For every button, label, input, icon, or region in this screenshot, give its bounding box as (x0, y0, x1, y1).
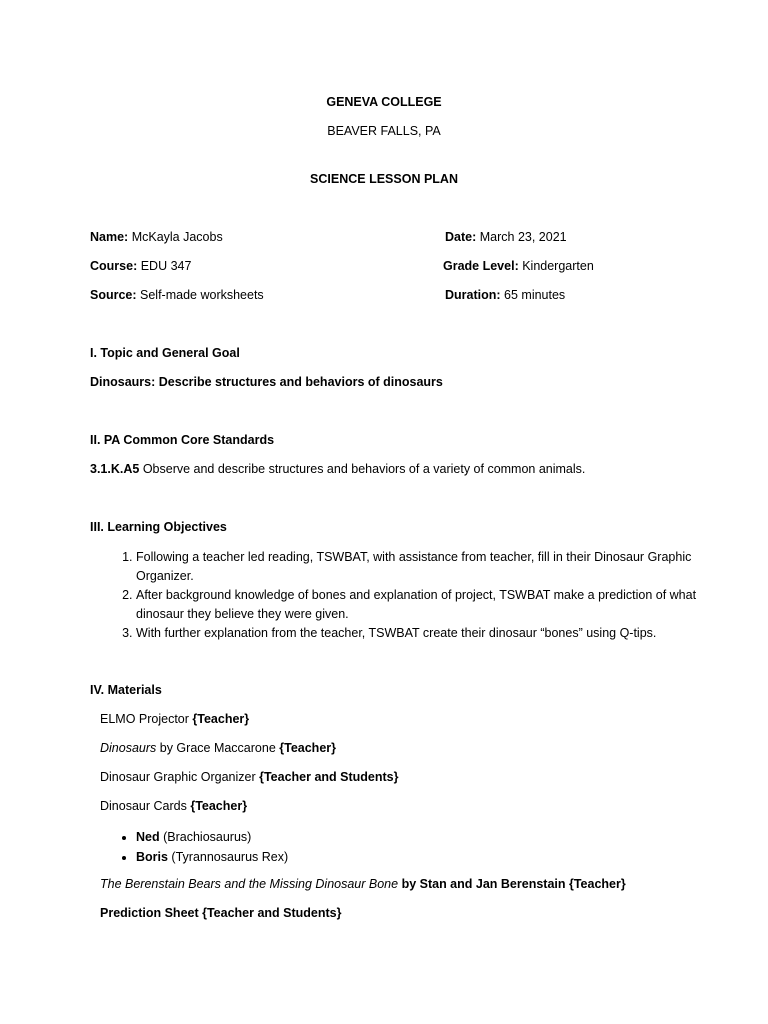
dinosaurs-book-tag: {Teacher} (279, 741, 336, 755)
material-prediction-sheet (100, 906, 342, 920)
dinosaur-card-item (136, 827, 288, 847)
material-berenstain-book (100, 877, 626, 891)
college-name: GENEVA COLLEGE (326, 95, 442, 109)
material-elmo-tag: {Teacher} (192, 712, 250, 726)
material-dinosaur-cards (100, 799, 247, 813)
course-field (90, 259, 191, 273)
organizer-tag: {Teacher and Students} (259, 770, 399, 784)
duration-field (445, 288, 565, 302)
objective-item: 1. Following a teacher led reading, TSWBAT, with assistance from teacher, fill in their Dinosaur Graphic Organizer. (136, 548, 736, 586)
dinosaur-name: Ned (136, 830, 160, 844)
materials-heading: IV. Materials (90, 683, 162, 697)
cards-tag: {Teacher} (190, 799, 248, 813)
name-label: Name: (90, 230, 129, 244)
grade-level-field (443, 259, 594, 273)
date-label: Date: (445, 230, 477, 244)
objective-item: 2. After background knowledge of bones and explanation of project, TSWBAT make a prediction of what dinosaur they believe they were given. (136, 586, 736, 624)
course-label: Course: (90, 259, 138, 273)
dinosaur-card-item (136, 847, 288, 867)
material-graphic-organizer (100, 770, 399, 784)
grade-level-value: Kindergarten (518, 259, 594, 273)
date-value: March 23, 2021 (476, 230, 567, 244)
grade-level-label: Grade Level: (443, 259, 519, 273)
dinosaur-species: (Brachiosaurus) (159, 830, 252, 844)
berenstain-book-author: by Stan and Jan Berenstain (398, 877, 569, 891)
organizer-text: Dinosaur Graphic Organizer (100, 770, 260, 784)
source-value: Self-made worksheets (136, 288, 264, 302)
dinosaur-species: (Tyrannosaurus Rex) (167, 850, 289, 864)
material-elmo (100, 712, 249, 726)
college-location: BEAVER FALLS, PA (327, 124, 441, 138)
dinosaurs-book-title: Dinosaurs (100, 741, 157, 755)
standards-heading: II. PA Common Core Standards (90, 433, 275, 447)
berenstain-book-title: The Berenstain Bears and the Missing Dinosaur Bone (100, 877, 399, 891)
dinosaurs-book-author: by Grace Maccarone (156, 741, 280, 755)
dinosaur-cards-list (90, 827, 288, 867)
standard-text: Observe and describe structures and behaviors of a variety of common animals. (139, 462, 586, 476)
objectives-list (90, 548, 736, 643)
name-field (90, 230, 223, 244)
objective-item: 3. With further explanation from the teacher, TSWBAT create their dinosaur “bones” using Q-tips. (136, 624, 736, 643)
prediction-text: Prediction Sheet (100, 906, 203, 920)
topic-text: Dinosaurs: Describe structures and behaviors of dinosaurs (90, 375, 443, 389)
objectives-heading: III. Learning Objectives (90, 520, 227, 534)
duration-value: 65 minutes (500, 288, 566, 302)
standard-item (90, 462, 585, 476)
prediction-tag: {Teacher and Students} (202, 906, 342, 920)
source-field (90, 288, 264, 302)
source-label: Source: (90, 288, 137, 302)
course-value: EDU 347 (137, 259, 192, 273)
name-value: McKayla Jacobs (128, 230, 223, 244)
material-elmo-text: ELMO Projector (100, 712, 193, 726)
dinosaur-name: Boris (136, 850, 168, 864)
date-field (445, 230, 567, 244)
standard-code: 3.1.K.A5 (90, 462, 140, 476)
topic-heading: I. Topic and General Goal (90, 346, 240, 360)
lesson-plan-title: SCIENCE LESSON PLAN (310, 172, 458, 186)
duration-label: Duration: (445, 288, 501, 302)
material-dinosaurs-book (100, 741, 336, 755)
cards-text: Dinosaur Cards (100, 799, 191, 813)
berenstain-book-tag: {Teacher} (568, 877, 626, 891)
